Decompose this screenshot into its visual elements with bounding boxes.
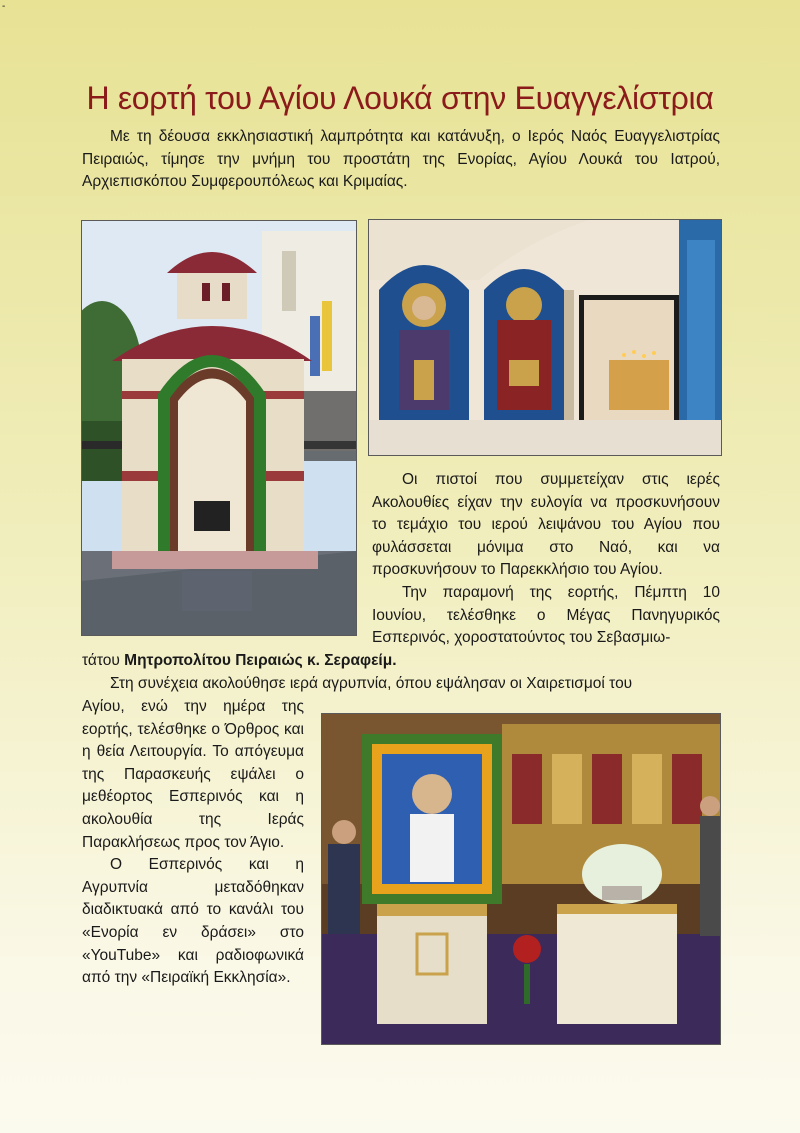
church-interior-photo	[321, 713, 721, 1045]
right-paragraph-1: Οι πιστοί που συμμετείχαν στις ιερές Ακολουθίες είχαν την ευλογία να προσκυνήσουν το τεμάχιο του ιερού λειψάνου του Αγίου που φυλάσσεται μόνιμα στο Ναό, και να προσκυνήσουν το Παρεκκλήσιο του Αγίου.	[372, 471, 720, 579]
church-interior-photo-icon	[322, 714, 720, 1044]
vigil-line: Στη συνέχεια ακολούθησε ιερά αγρυπνία, όπου εψάλησαν οι Χαιρετισμοί του	[110, 675, 633, 692]
right-column-text	[372, 469, 720, 650]
right-paragraph-2: Την παραμονή της εορτής, Πέμπτη 10 Ιουνίου, τελέσθηκε ο Μέγας Πανηγυρικός Εσπερινός, χοροστατούντος του Σεβασμιω-	[372, 583, 720, 647]
icon-wall-photo-icon	[369, 220, 721, 455]
chapel-photo	[81, 220, 357, 636]
metropolitan-name: Μητροπολίτου Πειραιώς κ. Σεραφείμ.	[124, 652, 397, 669]
left-column-text	[82, 696, 304, 990]
corner-mark: -	[2, 1, 6, 12]
left-paragraph-1: Αγίου, ενώ την ημέρα της εορτής, τελέσθηκε ο Όρθρος και η θεία Λειτουργία. Το απόγευμα της Παρασκευής εψάλει ο μεθέορτος Εσπερινός και η ακολουθία της Ιεράς Παρακλήσεως προς τον Άγιο.	[82, 698, 304, 851]
icon-wall-photo	[368, 219, 722, 456]
metropolitan-line-start: τάτου	[82, 652, 125, 669]
metropolitan-line	[82, 650, 720, 673]
chapel-photo-icon	[82, 221, 356, 635]
left-paragraph-2: Ο Εσπερινός και η Αγρυπνία μεταδόθηκαν διαδικτυακά από το κανάλι του «Ενορία εν δράσει» στο «YouTube» και ραδιοφωνικά από την «Πειραϊκή Εκκλησία».	[82, 856, 304, 987]
intro-paragraph: Με τη δέουσα εκκλησιαστική λαμπρότητα και κατάνυξη, ο Ιερός Ναός Ευαγγελιστρίας Πειραιώς, τίμησε την μνήμη του προστάτη της Ενορίας, Αγίου Λουκά του Ιατρού, Αρχιεπισκόπου Συμφερουπόλεως και Κριμαίας.	[82, 128, 720, 191]
page-title: Η εορτή του Αγίου Λουκά στην Ευαγγελίστρια	[86, 80, 714, 116]
